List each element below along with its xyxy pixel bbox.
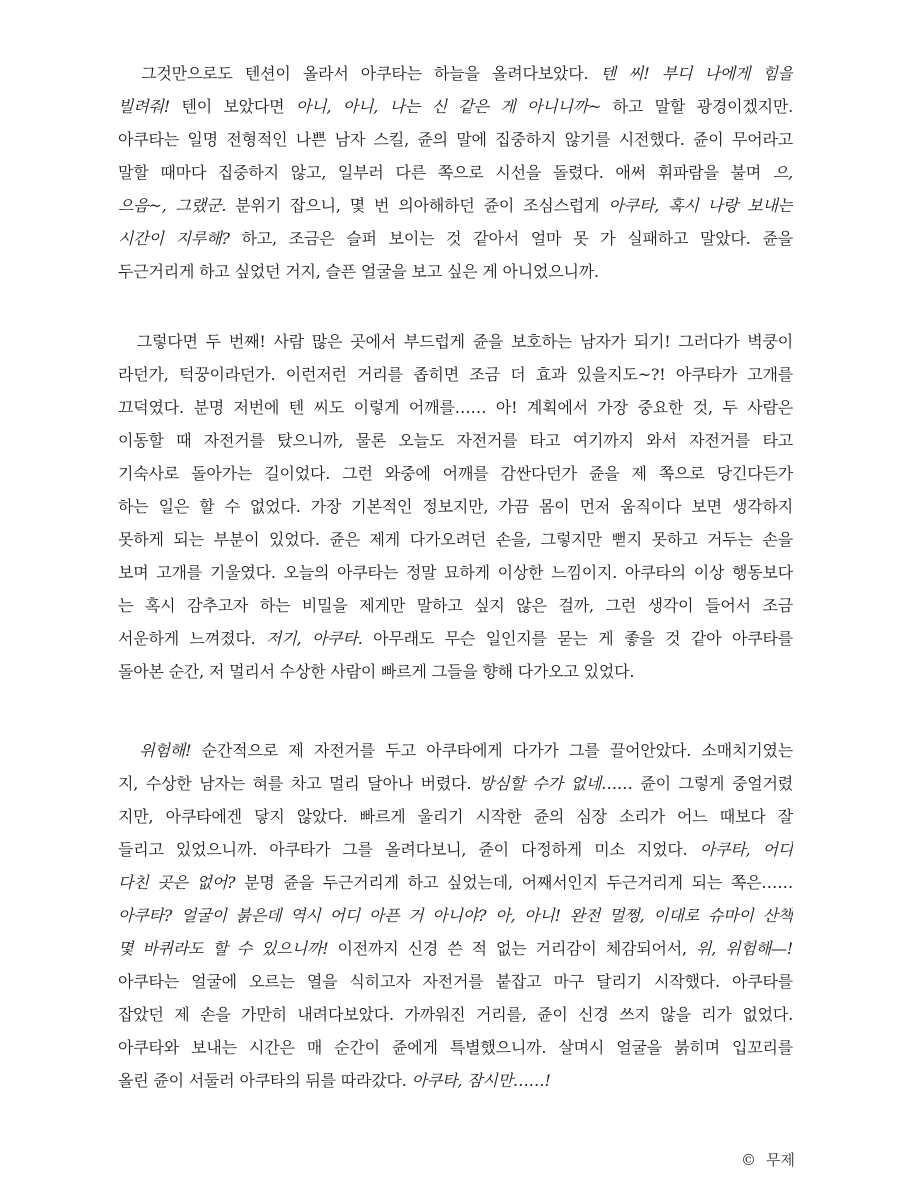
- text-line: [118, 800, 793, 833]
- text-line: [118, 57, 793, 90]
- narration-text: 아쿠타와 보내는 시간은 매 순간이 쥰에게 특별했으니까. 살며시 얼굴을 붉히며 입꼬리를: [118, 1038, 793, 1057]
- copyright-notice: [741, 1150, 795, 1170]
- italic-dialogue: 저기, 아쿠타.: [266, 629, 363, 648]
- text-line: [118, 998, 793, 1031]
- narration-text: 아쿠타는 얼굴에 오르는 열을 식히고자 자전거를 붙잡고 마구 달리기 시작했다. 아쿠타를: [118, 972, 793, 991]
- text-line: [118, 1031, 793, 1064]
- text-line: [118, 932, 793, 965]
- italic-dialogue: 텐 씨! 부디 나에게 힘을: [600, 64, 793, 83]
- narration-text: 잡았던 제 손을 가만히 내려다보았다. 가까워진 거리를, 쥰이 신경 쓰지 않을 리가 없었다.: [118, 1005, 793, 1024]
- text-line: [118, 965, 793, 998]
- text-line: [118, 899, 793, 932]
- text-line: [118, 734, 793, 767]
- italic-dialogue: 으,: [772, 163, 793, 182]
- text-line: [118, 424, 793, 457]
- text-line: [118, 358, 793, 391]
- narration-text: 못하게 되는 부분이 있었다. 쥰은 제게 다가오려던 손을, 그렇지만 뻗지 못하고 거두는 손을: [118, 530, 793, 549]
- narration-text: 두근거리게 하고 싶었던 거지, 슬픈 얼굴을 보고 싶은 게 아니었으니까.: [118, 262, 599, 281]
- narration-text: 이동할 때 자전거를 탔으니까, 물론 오늘도 자전거를 타고 여기까지 와서 자전거를 타고: [118, 431, 793, 450]
- copyright-icon: ©: [741, 1151, 757, 1169]
- italic-dialogue: 시간이 지루해?: [118, 229, 230, 248]
- narration-text: 쥰이 그렇게 중얼거렸: [632, 774, 793, 793]
- text-line: [118, 457, 793, 490]
- italic-dialogue: 다친 곳은 없어?: [118, 873, 236, 892]
- text-line: [118, 156, 793, 189]
- text-line: [118, 391, 793, 424]
- narration-text: 그렇다면 두 번째! 사람 많은 곳에서 부드럽게 쥰을 보호하는 남자가 되기! 그러다가 벽쿵이: [118, 332, 793, 351]
- italic-dialogue: 방심할 수가 없네……: [478, 774, 633, 793]
- italic-dialogue: 몇 바퀴라도 할 수 있으니까!: [118, 939, 329, 958]
- narration-text: 순간적으로 제 자전거를 두고 아쿠타에게 다가가 그를 끌어안았다. 소매치기였는: [191, 741, 793, 760]
- paragraph-1: [118, 57, 793, 288]
- narration-text: 그것만으로도 텐션이 올라서 아쿠타는 하늘을 올려다보았다.: [118, 64, 601, 83]
- text-line: [118, 255, 793, 288]
- narration-text: 올린 쥰이 서둘러 아쿠타의 뒤를 따라갔다.: [118, 1071, 412, 1090]
- text-line: [118, 866, 793, 899]
- narration-text: 보며 고개를 기울였다. 오늘의 아쿠타는 정말 묘하게 이상한 느낌이지. 아쿠타의 이상 행동보다: [118, 563, 793, 582]
- narration-text: 아쿠타는 일명 전형적인 나쁜 남자 스킬, 쥰의 말에 집중하지 않기를 시전했다. 쥰이 무어라고: [118, 130, 793, 149]
- italic-dialogue: 아니, 아니, 나는 신 같은 게 아니니까~: [295, 97, 602, 116]
- narration-text: [118, 741, 139, 760]
- text-line: [118, 833, 793, 866]
- text-line: [118, 1064, 793, 1097]
- paragraph-3: [118, 734, 793, 1097]
- text-line: [118, 189, 793, 222]
- narration-text: 돌아본 순간, 저 멀리서 수상한 사람이 빠르게 그들을 향해 다가오고 있었다.: [118, 662, 635, 681]
- italic-dialogue: 아쿠타, 어디: [699, 840, 793, 859]
- narration-text: 들리고 있었으니까. 아쿠타가 그를 올려다보니, 쥰이 다정하게 미소 지었다.: [118, 840, 700, 859]
- narration-text: 는 혹시 감추고자 하는 비밀을 제게만 말하고 싶지 않은 걸까, 그런 생각이 들어서 조금: [118, 596, 793, 615]
- narration-text: 라던가, 턱꿍이라던가. 이런저런 거리를 좁히면 조금 더 효과 있을지도~?! 아쿠타가 고개를: [118, 365, 793, 384]
- italic-dialogue: 아쿠타, 혹시 나랑 보내는: [608, 196, 793, 215]
- italic-dialogue: 빌려줘!: [118, 97, 170, 116]
- narration-text: 기숙사로 돌아가는 길이었다. 그런 와중에 어깨를 감싼다던가 쥰을 제 쪽으로 당긴다든가: [118, 464, 793, 483]
- narration-text: 이전까지 신경 쓴 적 없는 거리감이 체감되어서,: [328, 939, 696, 958]
- text-line: [118, 222, 793, 255]
- narration-text: 아무래도 무슨 일인지를 묻는 게 좋을 것 같아 아쿠타를: [362, 629, 793, 648]
- narration-text: 하는 일은 할 수 없었다. 가장 기본적인 정보지만, 가끔 몸이 먼저 움직이다 보면 생각하지: [118, 497, 793, 516]
- narration-text: 지만, 아쿠타에겐 닿지 않았다. 빠르게 울리기 시작한 쥰의 심장 소리가 어느 때보다 잘: [118, 807, 793, 826]
- text-line: [118, 589, 793, 622]
- narration-text: 끄덕였다. 분명 저번에 텐 씨도 이렇게 어깨를…… 아! 계획에서 가장 중요한 것, 두 사람은: [118, 398, 793, 417]
- paragraph-2: [118, 325, 793, 688]
- italic-dialogue: 으음~, 그랬군.: [118, 196, 227, 215]
- narration-text: 말할 때마다 집중하지 않고, 일부러 다른 쪽으로 시선을 돌렸다. 애써 휘파람을 불며: [118, 163, 773, 182]
- narration-text: 지, 수상한 남자는 혀를 차고 멀리 달아나 버렸다.: [118, 774, 479, 793]
- italic-dialogue: 아쿠타, 잠시만……!: [411, 1071, 551, 1090]
- copyright-author: 무제: [766, 1151, 795, 1169]
- text-line: [118, 523, 793, 556]
- italic-dialogue: 위, 위험해—!: [695, 939, 793, 958]
- text-line: [118, 123, 793, 156]
- narration-text: 텐이 보았다면: [170, 97, 296, 116]
- italic-dialogue: 아쿠타? 얼굴이 붉은데 역시 어디 아픈 거 아니야? 아, 아니! 완전 멀쩡, 이대로 슈마이 산책: [118, 906, 793, 925]
- text-line: [118, 325, 793, 358]
- text-line: [118, 556, 793, 589]
- italic-dialogue: 위험해!: [139, 741, 192, 760]
- text-line: [118, 90, 793, 123]
- text-line: [118, 767, 793, 800]
- text-line: [118, 655, 793, 688]
- narration-text: 하고 말할 광경이겠지만.: [601, 97, 793, 116]
- narration-text: 서운하게 느껴졌다.: [118, 629, 266, 648]
- narration-text: 분명 쥰을 두근거리게 하고 싶었는데, 어째서인지 두근거리게 되는 쪽은……: [235, 873, 793, 892]
- text-line: [118, 622, 793, 655]
- narration-text: 분위기 잡으니, 몇 번 의아해하던 쥰이 조심스럽게: [226, 196, 609, 215]
- text-line: [118, 490, 793, 523]
- narration-text: 하고, 조금은 슬퍼 보이는 것 같아서 얼마 못 가 실패하고 말았다. 쥰을: [229, 229, 793, 248]
